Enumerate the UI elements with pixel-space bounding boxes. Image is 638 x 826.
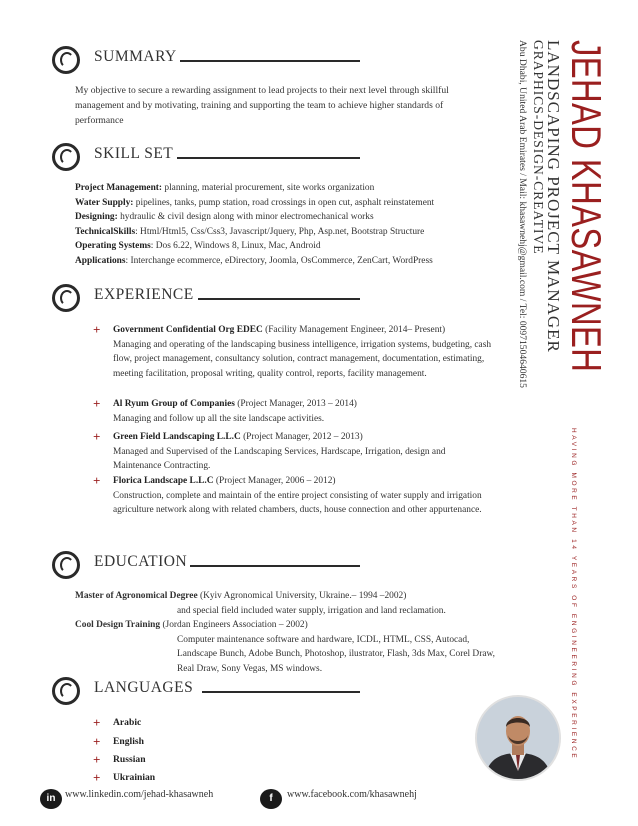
skill-row <box>75 239 505 254</box>
contact-info: Abu Dhabi, United Arab Emirates / Mail: khasawnehj@gmail.com / Tel: 00971504640615 <box>517 40 528 388</box>
language-name: Russian <box>113 754 146 765</box>
skill-text: planning, material procurement, site works organization <box>162 183 375 193</box>
language-item <box>95 771 155 785</box>
company-name: Florica Landscape L.L.C <box>113 476 214 486</box>
section-title: EXPERIENCE <box>94 286 194 303</box>
language-item <box>95 716 141 730</box>
language-name: Ukrainian <box>113 772 156 783</box>
language-item <box>95 735 144 749</box>
job-subtitle: GRAPHICS-DESIGN-CREATIVE <box>531 40 546 255</box>
job-role: (Project Manager, 2013 – 2014) <box>234 399 357 409</box>
education-item <box>75 618 495 676</box>
plus-bullet-icon: + <box>93 429 101 444</box>
plus-bullet-icon: + <box>93 752 101 767</box>
job-description: Managing and operating of the landscaping business intelligence, irrigation systems, budgeting, cash flow, project management, consultancy solution, contract management, documentation, estimating, meeting facilitation, proposal writing, quality control, reports, facility management. <box>113 339 492 379</box>
skill-text: pipelines, tanks, pump station, road crossings in open cut, asphalt reinstatement <box>133 197 435 208</box>
skill-label: TechnicalSkills <box>75 226 136 237</box>
plus-bullet-icon: + <box>93 322 101 337</box>
skill-text: : Html/Html5, Css/Css3, Javascript/Jquery, Php, Asp.net, Bootstrap Structure <box>135 226 425 237</box>
section-rule <box>202 691 360 693</box>
job-description: Managing and follow up all the site landscape activities. <box>113 413 325 424</box>
section-title: SUMMARY <box>94 48 177 65</box>
degree-description: Computer maintenance software and hardware, ICDL, HTML, CSS, Autocad, Landscape Bunch, Adobe Bunch, Photoshop, ilustrator, Flash, 3ds Max, Corel Draw, Real Draw, Sony Vegas, MS windows. <box>177 634 495 674</box>
skill-row <box>75 225 505 240</box>
language-item <box>95 753 146 767</box>
section-skills-header <box>52 143 362 177</box>
linkedin-link[interactable]: www.linkedin.com/jehad-khasawneh <box>65 789 214 800</box>
section-rule <box>190 565 360 567</box>
skill-row <box>75 181 505 196</box>
education-list <box>75 589 495 676</box>
company-name: Government Confidential Org EDEC <box>113 325 263 335</box>
section-ring-icon <box>52 677 80 705</box>
section-experience-header <box>52 284 362 318</box>
skill-text: : Interchange ecommerce, eDirectory, Joomla, OsCommerce, ZenCart, WordPress <box>125 255 433 266</box>
skill-label: Operating Systems <box>75 241 151 252</box>
experience-item <box>95 474 495 518</box>
job-role: (Project Manager, 2006 – 2012) <box>213 476 336 486</box>
job-role: (Project Manager, 2012 – 2013) <box>240 432 363 442</box>
company-name: Green Field Landscaping L.L.C <box>113 432 241 442</box>
profile-photo <box>475 695 561 781</box>
section-ring-icon <box>52 46 80 74</box>
degree-description: and special field included water supply, irrigation and land reclamation. <box>177 605 446 616</box>
plus-bullet-icon: + <box>93 473 101 488</box>
skill-row <box>75 254 505 269</box>
language-name: English <box>113 736 144 747</box>
summary-text: My objective to secure a rewarding assignment to lead projects to their next level through skillful management and by motivating, training and supporting the team to achieve higher standards of performance <box>75 85 449 126</box>
person-portrait-icon <box>477 697 559 779</box>
facebook-link[interactable]: www.facebook.com/khasawnehj <box>287 789 417 800</box>
education-item <box>75 589 495 618</box>
job-description: Construction, complete and maintain of the entire project consisting of water supply and irrigation agriculture network along with related chambers, ducts, house connection and other appurtenance. <box>113 490 482 515</box>
experience-item <box>95 397 495 426</box>
degree-place: (Jordan Engineers Association – 2002) <box>160 620 308 630</box>
section-languages-header <box>52 677 362 711</box>
degree-place: (Kyiv Agronomical University, Ukraine.– 1994 –2002) <box>197 591 407 601</box>
skills-list <box>75 181 505 269</box>
section-rule <box>180 60 360 62</box>
section-title: EDUCATION <box>94 553 188 570</box>
language-name: Arabic <box>113 717 142 728</box>
skill-label: Designing: <box>75 212 118 223</box>
section-rule <box>177 157 360 159</box>
section-ring-icon <box>52 551 80 579</box>
company-name: Al Ryum Group of Companies <box>113 399 235 409</box>
plus-bullet-icon: + <box>93 715 101 730</box>
section-education-header <box>52 551 362 585</box>
section-rule <box>198 298 360 300</box>
plus-bullet-icon: + <box>93 770 101 785</box>
job-title: LANDSCAPING PROJECT MANAGER <box>544 40 563 353</box>
plus-bullet-icon: + <box>93 396 101 411</box>
skill-label: Project Management: <box>75 183 163 193</box>
skill-text: : Dos 6.22, Windows 8, Linux, Mac, Android <box>150 241 321 252</box>
facebook-icon[interactable]: f <box>260 789 282 809</box>
experience-item <box>95 430 495 474</box>
section-title: SKILL SET <box>94 145 174 162</box>
section-ring-icon <box>52 284 80 312</box>
candidate-name: JEHAD KHASAWNEH <box>563 40 610 373</box>
degree-name: Cool Design Training <box>75 620 161 630</box>
skill-row <box>75 196 505 211</box>
skill-label: Applications <box>75 255 126 266</box>
tagline: HAVING MORE THAN 14 YEARS OF ENGINEERING EXPERIENCE <box>570 428 577 761</box>
section-summary-header <box>52 46 362 80</box>
skill-label: Water Supply: <box>75 197 134 208</box>
linkedin-icon[interactable]: in <box>40 789 62 809</box>
plus-bullet-icon: + <box>93 734 101 749</box>
skill-text: hydraulic & civil design along with minor electromechanical works <box>117 212 374 223</box>
section-title: LANGUAGES <box>94 679 194 696</box>
degree-name: Master of Agronomical Degree <box>75 591 198 601</box>
job-description: Managed and Supervised of the Landscaping Services, Hardscape, Irrigation, design and Maintenance Contracting. <box>113 446 446 471</box>
section-ring-icon <box>52 143 80 171</box>
skill-row <box>75 210 505 225</box>
job-role: (Facility Management Engineer, 2014– Present) <box>262 325 446 335</box>
experience-item <box>95 323 495 381</box>
